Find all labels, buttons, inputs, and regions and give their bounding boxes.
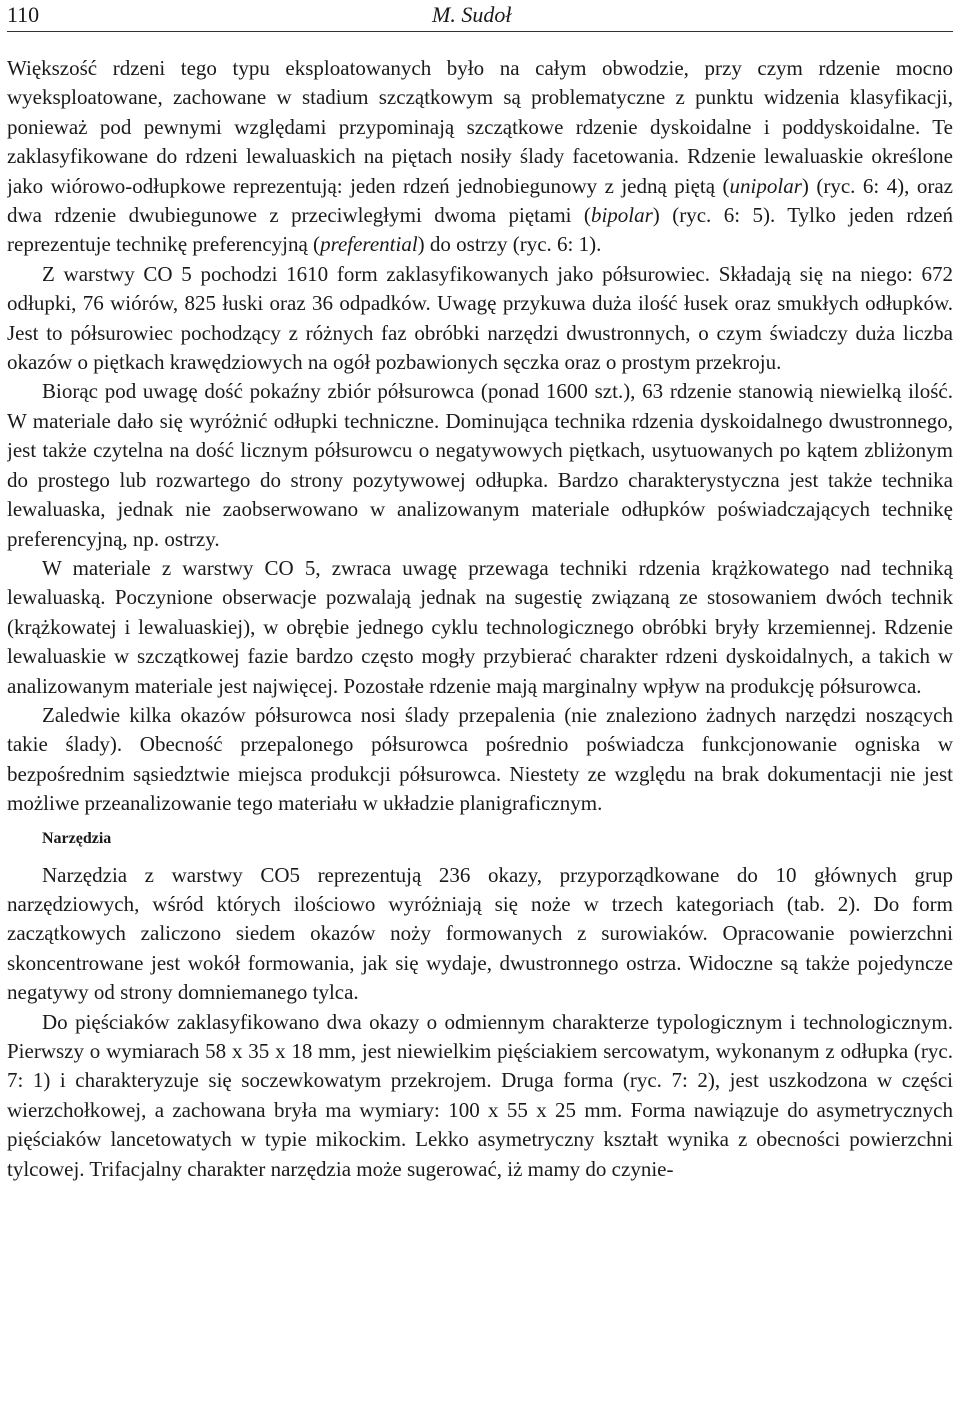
section-cores-and-blanks [7, 54, 953, 819]
text-run: Narzędzia z warstwy CO5 reprezentują 236 okazy, przyporządkowane do 10 głównych grup narzędziowych, wśród których ilościowo wyróżniają się noże w trzech kategoriach (tab. 2). Do form zaczątkowych zaliczono siedem okazów noży formowanych z surowiaków. Opracowanie powierzchni skoncentrowane jest wokół formowania, jak się wydaje, dwustronnego ostrza. Widoczne są także pojedyncze negatywy od strony domniemanego tylca. [7, 862, 953, 1005]
body-paragraph [7, 1008, 953, 1184]
running-head-author: M. Sudoł [432, 2, 512, 27]
page-header [7, 0, 953, 32]
body-paragraph [7, 701, 953, 819]
text-run: Z warstwy CO 5 pochodzi 1610 form zaklasyfikowanych jako półsurowiec. Składają się na niego: 672 odłupki, 76 wiórów, 825 łuski oraz 36 odpadków. Uwagę przykuwa duża ilość łusek oraz smukłych odłupków. Jest to półsurowiec pochodzący z różnych faz obróbki narzędzi dwustronnych, o czym świadczy duża liczba okazów o piętkach krawędziowych na ogół pozbawionych sęczka oraz o prostym przekroju. [7, 261, 953, 375]
text-run: ) (ryc. 6: 4), oraz dwa rdzenie dwubiegunowe z przeciwległymi dwoma piętami ( [7, 173, 953, 228]
body-paragraph [7, 861, 953, 1008]
italic-term: bipolar [590, 203, 653, 228]
document-page [7, 0, 953, 1408]
page-number: 110 [7, 2, 40, 27]
italic-term: unipolar [729, 173, 802, 198]
text-run: ) (ryc. 6: 5). Tylko jeden rdzeń reprezentuje technikę preferencyjną ( [7, 203, 953, 257]
text-run: Do pięściaków zaklasyfikowano dwa okazy o odmiennym charakterze typologicznym i technologicznym. Pierwszy o wymiarach 58 x 35 x 18 mm, jest niewielkim pięściakiem sercowatym, wykonanym z odłupka (ryc. 7: 1) i charakteryzuje się soczewkowatym przekrojem. Druga forma (ryc. 7: 2), jest uszkodzona w części wierzchołkowej, a zachowana bryła ma wymiary: 100 x 55 x 25 mm. Forma nawiązuje do asymetrycznych pięściaków lancetowatych w typie mikockim. Lekko asymetryczny kształt wynika z obecności powierzchni tylcowej. Trifacjalny charakter narzędzia może sugerować, iż mamy do czynie- [7, 1009, 953, 1181]
body-paragraph [7, 377, 953, 553]
section-heading-tools: Narzędzia [42, 829, 112, 847]
body-paragraph [7, 54, 953, 260]
text-run: Zaledwie kilka okazów półsurowca nosi ślady przepalenia (nie znaleziono żadnych narzędzi noszących takie ślady). Obecność przepalonego półsurowca pośrednio poświadcza funkcjonowanie ogniska w bezpośrednim sąsiedztwie miejsca produkcji półsurowca. Niestety ze względu na brak dokumentacji nie jest możliwe przeanalizowanie tego materiału w układzie planigraficznym. [7, 702, 953, 816]
body-paragraph [7, 554, 953, 701]
article-body [7, 54, 953, 1184]
section-tools [7, 861, 953, 1184]
text-run: W materiale z warstwy CO 5, zwraca uwagę przewaga techniki rdzenia krążkowatego nad techniką lewaluaską. Poczynione obserwacje pozwalają jednak na sugestię związaną ze stosowaniem dwóch technik (krążkowatej i lewaluaskiej), w obrębie jednego cyklu technologicznego obróbki bryły krzemiennej. Rdzenie lewaluaskie w szczątkowej fazie bardzo często mogły przybierać charakter rdzeni dyskoidalnych, a takich w analizowanym materiale jest najwięcej. Pozostałe rdzenie mają marginalny wpływ na produkcję półsurowca. [7, 555, 953, 698]
italic-term: preferential [320, 232, 418, 257]
text-run: Biorąc pod uwagę dość pokaźny zbiór półsurowca (ponad 1600 szt.), 63 rdzenie stanowią niewielką ilość. W materiale dało się wyróżnić odłupki techniczne. Dominująca technika rdzenia dyskoidalnego dwustronnego, jest także czytelna na dość licznym półsurowcu o negatywowych piętkach, usytuowanych po kątem zbliżonym do prostego lub rozwartego do strony pozytywowej odłupka. Bardzo charakterystyczna jest także technika lewaluaska, jednak nie zaobserwowano w analizowanym materiale odłupków poświadczających technikę preferencyjną, np. ostrzy. [7, 379, 953, 551]
text-run: ) do ostrzy (ryc. 6: 1). [417, 232, 602, 257]
body-paragraph [7, 260, 953, 378]
text-run: Większość rdzeni tego typu eksploatowanych było na całym obwodzie, przy czym rdzenie mocno wyeksploatowane, zachowane w stadium szczątkowym są problematyczne z punktu widzenia klasyfikacji, ponieważ pod pewnymi względami przypominają szczątkowe rdzenie dyskoidalne i poddyskoidalne. Te zaklasyfikowane do rdzeni lewaluaskich na piętach nosiły ślady facetowania. Rdzenie lewaluaskie określone jako wiórowo-odłupkowe reprezentują: jeden rdzeń jednobiegunowy z jedną piętą ( [7, 56, 953, 198]
